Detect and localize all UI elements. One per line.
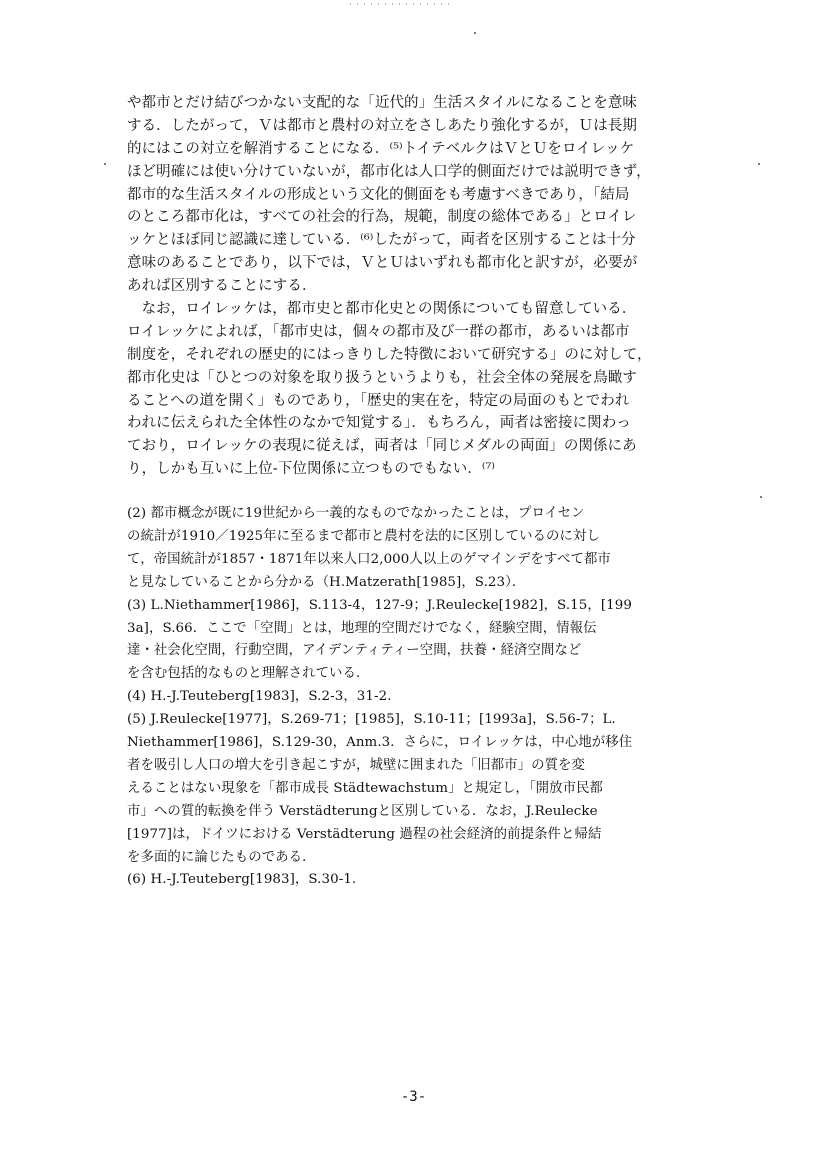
document-body bbox=[127, 92, 747, 892]
footnote-line: Niethammer[1986]，S.129-30，Anm.3．さらに，ロイレッケは，中心地が移住 bbox=[127, 735, 633, 751]
footnotes bbox=[127, 503, 747, 892]
page-number: -3- bbox=[400, 1089, 427, 1105]
text-line: 制度を，それぞれの歴史的にはっきりした特徴において研究する」のに対して， bbox=[127, 346, 652, 363]
footnote-line: 3a]，S.66．ここで「空間」とは，地理的空間だけでなく，経験空間，情報伝 bbox=[127, 620, 597, 636]
scan-speck bbox=[760, 496, 762, 498]
footnote-line: (2) 都市概念が既に19世紀から一義的なものでなかったことは，プロイセン bbox=[127, 506, 585, 522]
footnote-line: (6) H.-J.Teuteberg[1983]，S.30-1. bbox=[127, 872, 357, 888]
footnote-line: (4) H.-J.Teuteberg[1983]，S.2-3，31-2. bbox=[127, 689, 392, 705]
text-line: ロイレッケによれば，「都市史は，個々の都市及び一群の都市，あるいは都市 bbox=[127, 323, 630, 340]
text-line: われに伝えられた全体性のなかで知覚する」．もちろん，両者は密接に関わっ bbox=[127, 415, 631, 432]
footnote-line: [1977]は，ドイツにおける Verstädterung 過程の社会経済的前提条件と帰結 bbox=[127, 826, 602, 842]
text-line: り，しかも互いに上位-下位関係に立つものでもない．⁽⁷⁾ bbox=[127, 461, 496, 478]
text-line: ほど明確には使い分けていないが，都市化は人口学的側面だけでは説明できず， bbox=[127, 163, 651, 180]
text-line: 都市的な生活スタイルの形成という文化的側面をも考慮すべきであり，「結局 bbox=[127, 186, 630, 203]
footnote-line: えることはない現象を「都市成長 Städtewachstum」と規定し，「開放市民都 bbox=[127, 780, 604, 796]
text-line: ッケとほぼ同じ認識に達している．⁽⁶⁾したがって，両者を区別することは十分 bbox=[127, 232, 636, 249]
text-line: ることへの道を開く」ものであり，「歴史的実在を，特定の局面のもとでわれ bbox=[127, 392, 630, 409]
footnote-line: (3) L.Niethammer[1986]，S.113-4，127-9；J.Reulecke[1982]，S.15，[199 bbox=[127, 597, 632, 613]
text-line: 都市化史は「ひとつの対象を取り扱うというよりも，社会全体の発展を鳥瞰す bbox=[127, 369, 638, 386]
scan-speck bbox=[758, 163, 760, 165]
footnote-line: を多面的に論じたものである． bbox=[127, 849, 316, 865]
footnote-line: の統計が1910／1925年に至るまで都市と農村を法的に区別しているのに対し bbox=[127, 529, 600, 545]
text-line: 的にはこの対立を解消することになる．⁽⁵⁾トイテベルクはＶとＵをロイレッケ bbox=[127, 140, 635, 157]
text-line: あれば区別することにする． bbox=[127, 278, 317, 295]
footnote-line: 達・社会化空間，行動空間，アイデンティティー空間，扶養・経済空間など bbox=[127, 643, 582, 659]
scan-artifact bbox=[350, 3, 450, 5]
text-line: ており，ロイレッケの表現に従えば，両者は「同じメダルの両面」の関係にあ bbox=[127, 438, 637, 455]
footnote-line: を含む包括的なものと理解されている． bbox=[127, 666, 370, 682]
text-line: 意味のあることであり，以下では，ＶとＵはいずれも都市化と訳すが，必要が bbox=[127, 255, 638, 272]
text-line: や都市とだけ結びつかない支配的な「近代的」生活スタイルになることを意味 bbox=[127, 95, 638, 111]
paragraph-1 bbox=[127, 92, 747, 298]
footnote-line: (5) J.Reulecke[1977]，S.269-71；[1985]，S.10-11；[1993a]，S.56-7；L. bbox=[127, 712, 616, 728]
scan-speck bbox=[474, 32, 476, 34]
text-line: のところ都市化は，すべての社会的行為，規範，制度の総体である」とロイレ bbox=[127, 209, 637, 226]
footnote-line: て，帝国統計が1857・1871年以来人口2,000人以上のゲマインデをすべて都市 bbox=[127, 551, 611, 567]
paragraph-2 bbox=[127, 298, 747, 481]
text-line: なお，ロイレッケは，都市史と都市化史との関係についても留意している． bbox=[127, 301, 637, 318]
scan-speck bbox=[104, 163, 106, 165]
footnote-line: 者を吸引し人口の増大を引き起こすが，城壁に囲まれた「旧都市」の質を変 bbox=[127, 757, 585, 773]
text-line: する．したがって，Ｖは都市と農村の対立をさしあたり強化するが，Ｕは長期 bbox=[127, 117, 638, 134]
footnote-line: と見なしていることから分かる（H.Matzerath[1985]，S.23）． bbox=[127, 574, 526, 590]
footnote-line: 市」への質的転換を伴う Verstädterungと区別している．なお，J.Reulecke bbox=[127, 803, 598, 819]
